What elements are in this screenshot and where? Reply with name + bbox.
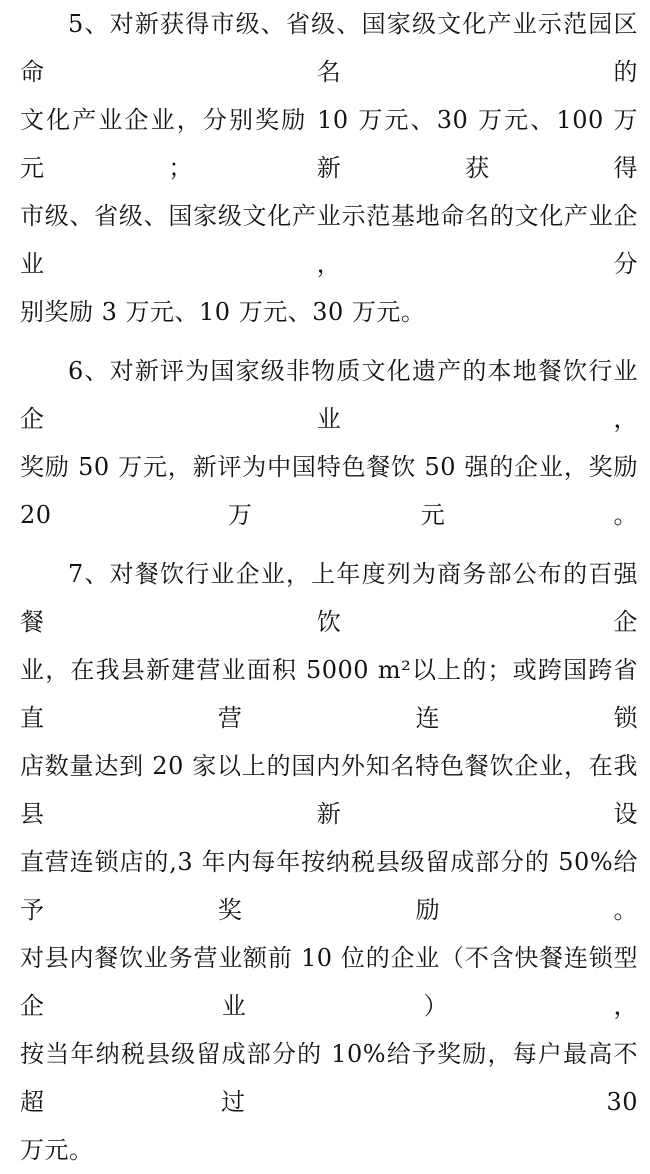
paragraph-item-7 bbox=[20, 550, 638, 1174]
text-line: 5、对新获得市级、省级、国家级文化产业示范园区命名的 bbox=[20, 10, 638, 86]
text-line: 文化产业企业，分别奖励 10 万元、30 万元、100 万元；新获得 bbox=[20, 106, 638, 182]
text-line: 对县内餐饮业务营业额前 10 位的企业（不含快餐连锁型企业）， bbox=[20, 944, 638, 1020]
text-line: 直营连锁店的,3 年内每年按纳税县级留成部分的 50%给予奖励。 bbox=[20, 848, 638, 924]
text-line: 7、对餐饮行业企业，上年度列为商务部公布的百强餐饮企 bbox=[20, 560, 638, 636]
text-line: 按当年纳税县级留成部分的 10%给予奖励，每户最高不超过 30 bbox=[20, 1040, 638, 1116]
text-line: 市级、省级、国家级文化产业示范基地命名的文化产业企业，分 bbox=[20, 202, 638, 278]
text-line: 奖励 50 万元，新评为中国特色餐饮 50 强的企业，奖励 20 万元。 bbox=[20, 453, 638, 529]
paragraph-item-5 bbox=[20, 0, 638, 336]
text-line: 别奖励 3 万元、10 万元、30 万元。 bbox=[20, 298, 426, 326]
text-line: 店数量达到 20 家以上的国内外知名特色餐饮企业，在我县新设 bbox=[20, 752, 638, 828]
text-line: 6、对新评为国家级非物质文化遗产的本地餐饮行业企业， bbox=[20, 357, 638, 433]
paragraph-item-6 bbox=[20, 347, 638, 539]
text-line: 业，在我县新建营业面积 5000 m²以上的；或跨国跨省直营连锁 bbox=[20, 656, 638, 732]
text-line: 万元。 bbox=[20, 1136, 94, 1164]
